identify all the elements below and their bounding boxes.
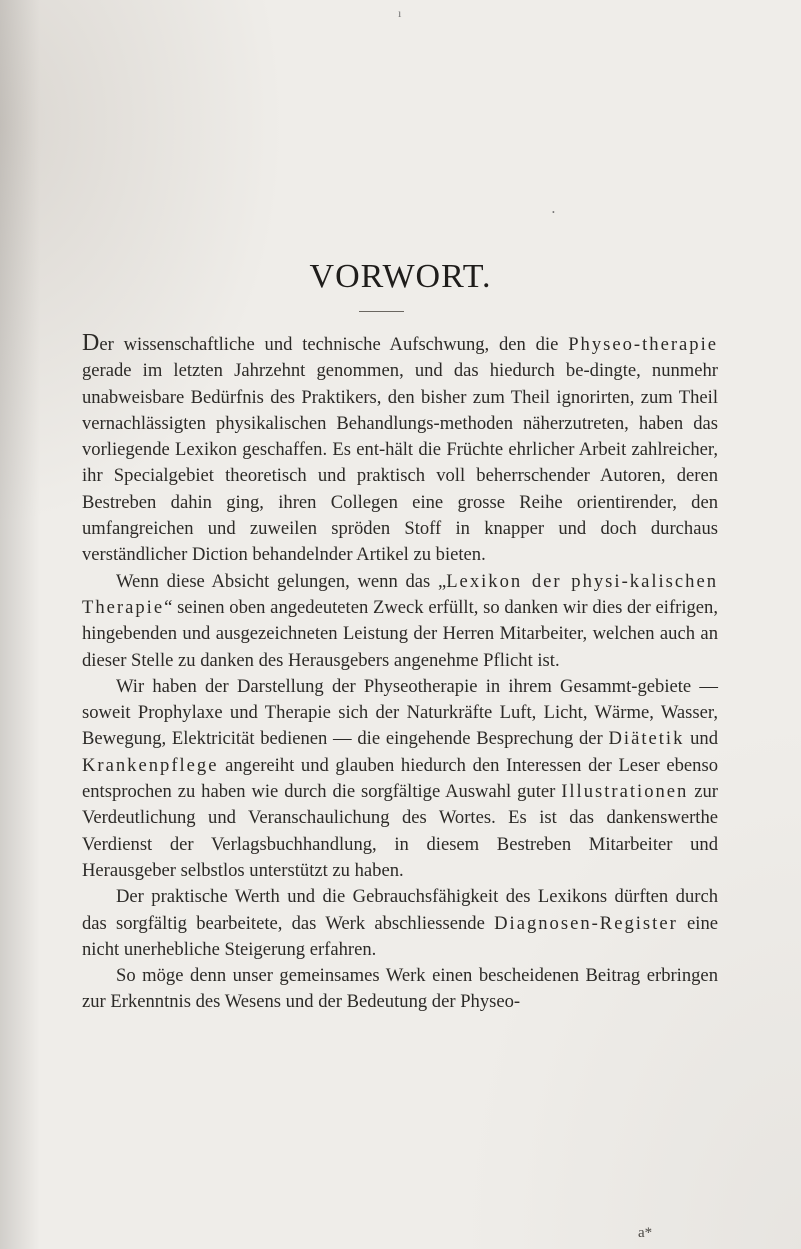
paragraph-1 [82, 330, 718, 569]
paragraph-3-emphasis-2: Krankenpflege [82, 754, 219, 776]
paragraph-2-text-a: Wenn diese Absicht gelungen, wenn das „ [116, 570, 447, 592]
initial-letter: D [82, 330, 100, 356]
paragraph-5-text: So möge denn unser gemeinsames Werk einen bescheidenen Beitrag erbringen zur Erkenntnis des Wesens und der Bedeutung der Physeo- [82, 965, 718, 1013]
paragraph-3-text-d: zur Verdeutlichung und Veranschaulichung des Wortes. Es ist das dankenswerthe Verdienst der Verlagsbuchhandlung, in diesem Bestreben Mitarbeiter und Herausgeber selbstlos unterstützt zu haben. [82, 781, 718, 881]
paragraph-2-text-b: “ seinen oben angedeuteten Zweck erfüllt, so danken wir dies der eifrigen, hingebenden und ausgezeichneten Leistung der Herren Mitarbeiter, welchen auch an dieser Stelle zu danken des Herausgebers angenehme Pflicht ist. [82, 596, 718, 671]
title-rule [359, 311, 404, 312]
paragraph-3-text-a: Wir haben der Darstellung der Physeotherapie in ihrem Gesammt-gebiete — soweit Prophylaxe und Therapie sich der Naturkräfte Luft, Licht, Wärme, Wasser, Bewegung, Elektricität bedienen — die eingehende Besprechung der [82, 675, 718, 750]
paragraph-3-emphasis-1: Diätetik [608, 728, 685, 750]
paragraph-1-text-b: gerade im letzten Jahrzehnt genommen, und das hiedurch be-dingte, nunmehr unabweisbare Bedürfnis des Praktikers, den bisher zum Theil ignorirten, zum Theil vernachlässigten physikalischen Behandlungs-methoden näherzutreten, haben das vorliegende Lexikon geschaffen. Es ent-hält die Früchte ehrlicher Arbeit zahlreicher, ihr Specialgebiet theoretisch und praktisch voll beherrschender Autoren, deren Bestreben dahin ging, ihren Collegen eine grosse Reihe orientirender, den umfangreichen und zuweilen spröden Stoff in knapper und doch durchaus verständlicher Diction behandelnder Artikel zu bieten. [82, 360, 718, 566]
page-title: VORWORT. [309, 258, 492, 295]
paragraph-1-emphasis: Physeo-therapie [568, 334, 718, 355]
paragraph-2-emphasis: Lexikon der physi-kalischen Therapie [82, 570, 718, 618]
paragraph-4-emphasis: Diagnosen-Register [494, 912, 678, 934]
paragraph-2 [82, 569, 718, 674]
paragraph-3-text-b: und [684, 728, 718, 750]
print-dot: • [552, 208, 555, 217]
preface-body [82, 330, 718, 1016]
paragraph-5 [82, 963, 718, 1016]
paragraph-4 [82, 884, 718, 963]
paragraph-4-text-a: Der praktische Werth und die Gebrauchsfähigkeit des Lexikons dürften durch das sorgfältig bearbeitete, das Werk abschliessende [82, 886, 718, 934]
paragraph-3-text-c: angereiht und glauben hiedurch den Interessen der Leser ebenso entsprochen zu haben wie durch die sorgfältige Auswahl guter [82, 754, 718, 803]
page-edge-shadow [0, 0, 40, 1249]
paragraph-3-emphasis-3: Illustrationen [561, 781, 689, 803]
print-speck: ı [398, 6, 402, 20]
paragraph-3 [82, 674, 718, 884]
signature-mark: a* [638, 1225, 653, 1241]
paragraph-1-text-a: er wissenschaftliche und technische Aufschwung, den die [99, 334, 569, 355]
paragraph-4-text-b: eine nicht unerhebliche Steigerung erfahren. [82, 912, 718, 960]
